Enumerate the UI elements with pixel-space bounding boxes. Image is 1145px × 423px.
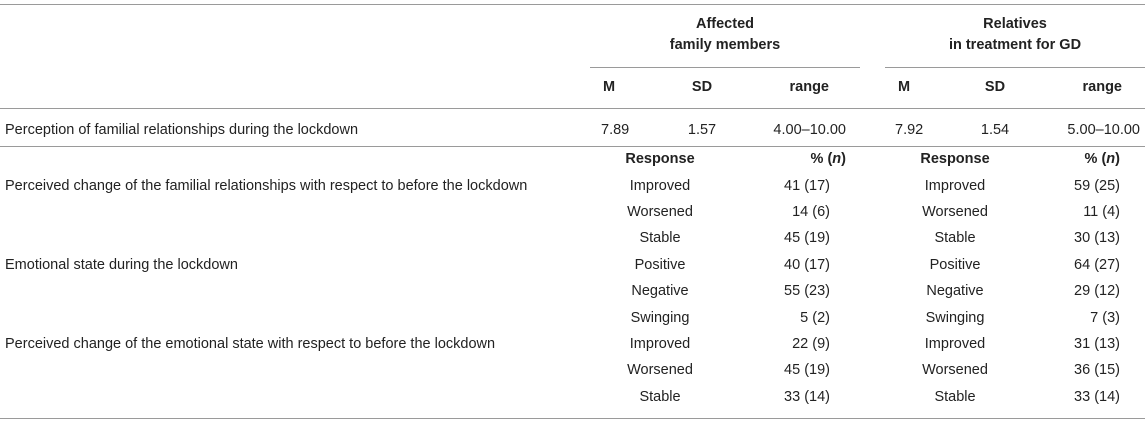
perception-relatives-sd: 1.54	[980, 122, 1010, 138]
row-response-relatives: Stable	[934, 230, 976, 246]
perception-label: Perception of familial relationships during the lockdown	[5, 122, 359, 138]
row-label: Perceived change of the emotional state with respect to before the lockdown	[5, 336, 496, 352]
row-response-relatives: Worsened	[922, 204, 988, 220]
row-response-relatives: Positive	[929, 257, 981, 273]
row-response-relatives: Improved	[924, 336, 986, 352]
pct-prefix: % (	[1084, 151, 1107, 167]
pct-prefix: % (	[810, 151, 833, 167]
row-pct-affected: 45 (19)	[784, 230, 830, 246]
header-m-affected: M	[603, 79, 616, 95]
top-rule	[0, 4, 1145, 5]
row-pct-relatives: 31 (13)	[1074, 336, 1120, 352]
row-pct-relatives: 11 (4)	[1083, 204, 1120, 220]
perception-relatives-range: 5.00–10.00	[1067, 122, 1140, 138]
perception-relatives-m: 7.92	[895, 122, 924, 138]
row-response-relatives: Worsened	[922, 362, 988, 378]
header-range-affected: range	[789, 79, 829, 95]
row-pct-affected: 14 (6)	[792, 204, 830, 220]
group-header-relatives-line1: Relatives	[983, 16, 1047, 32]
row-pct-relatives: 36 (15)	[1074, 362, 1120, 378]
pct-header-relatives	[1085, 150, 1120, 168]
perception-affected-range: 4.00–10.00	[773, 122, 846, 138]
header-range-relatives: range	[1082, 79, 1122, 95]
row-response-relatives: Stable	[934, 389, 976, 405]
row-response-affected: Stable	[639, 389, 681, 405]
row-response-affected: Worsened	[627, 204, 693, 220]
response-header-relatives: Response	[920, 151, 990, 167]
row-pct-relatives: 59 (25)	[1074, 178, 1120, 194]
row-pct-affected: 41 (17)	[784, 178, 830, 194]
row-pct-relatives: 33 (14)	[1074, 389, 1120, 405]
pct-suffix: )	[841, 151, 846, 167]
row-pct-affected: 40 (17)	[784, 257, 830, 273]
row-response-affected: Stable	[639, 230, 681, 246]
row-pct-affected: 5 (2)	[800, 310, 830, 326]
group-header-relatives-line2: in treatment for GD	[948, 37, 1082, 53]
row-pct-affected: 45 (19)	[784, 362, 830, 378]
row-response-affected: Swinging	[630, 310, 690, 326]
group-header-affected-line1: Affected	[695, 16, 754, 32]
row-pct-relatives: 29 (12)	[1074, 283, 1120, 299]
header-sd-relatives: SD	[984, 79, 1006, 95]
pct-header-affected	[811, 150, 846, 168]
perception-affected-m: 7.89	[601, 122, 630, 138]
row-pct-affected: 55 (23)	[784, 283, 830, 299]
row-response-relatives: Negative	[926, 283, 984, 299]
header-m-relatives: M	[898, 79, 911, 95]
pct-suffix: )	[1115, 151, 1120, 167]
row-label: Perceived change of the familial relationships with respect to before the lockdown	[5, 178, 528, 194]
row-pct-affected: 33 (14)	[784, 389, 830, 405]
group-header-relatives	[885, 14, 1145, 56]
row-response-affected: Positive	[634, 257, 686, 273]
row-pct-relatives: 7 (3)	[1090, 310, 1120, 326]
row-pct-relatives: 30 (13)	[1074, 230, 1120, 246]
bottom-rule	[0, 418, 1145, 419]
row-response-relatives: Swinging	[925, 310, 985, 326]
group-header-affected	[590, 14, 860, 56]
row-label: Emotional state during the lockdown	[5, 257, 238, 273]
response-header-affected: Response	[625, 151, 695, 167]
row-pct-affected: 22 (9)	[792, 336, 830, 352]
row-response-affected: Improved	[629, 336, 691, 352]
row-response-affected: Improved	[629, 178, 691, 194]
group-header-affected-line2: family members	[669, 37, 781, 53]
perception-affected-sd: 1.57	[687, 122, 717, 138]
row-response-affected: Negative	[631, 283, 689, 299]
pct-n: n	[1106, 151, 1116, 167]
header-sd-affected: SD	[691, 79, 713, 95]
group-rule-affected	[590, 67, 860, 68]
row-response-affected: Worsened	[627, 362, 693, 378]
pct-n: n	[832, 151, 842, 167]
group-rule-relatives	[885, 67, 1145, 68]
row-response-relatives: Improved	[924, 178, 986, 194]
response-rule	[0, 146, 1145, 147]
header-rule	[0, 108, 1145, 109]
row-pct-relatives: 64 (27)	[1074, 257, 1120, 273]
